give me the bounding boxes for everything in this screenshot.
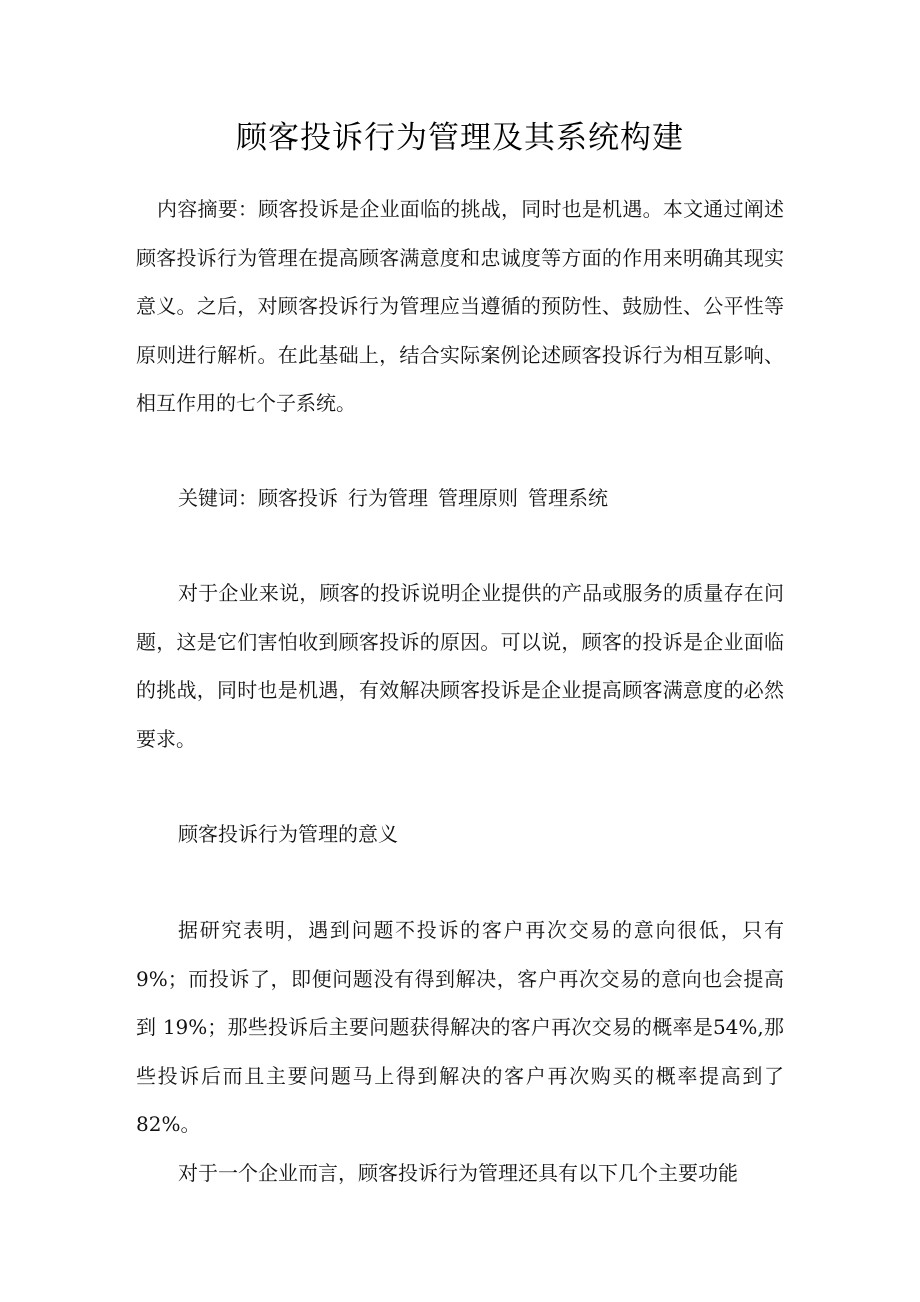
abstract-paragraph: [136, 185, 784, 428]
body-paragraph: 对于一个企业而言，顾客投诉行为管理还具有以下几个主要功能: [178, 1161, 738, 1185]
keyword-item: 行为管理: [348, 486, 428, 510]
abstract-label: 内容摘要：: [157, 197, 259, 221]
body-paragraph: 对于企业来说，顾客的投诉说明企业提供的产品或服务的质量存在问题，这是它们害怕收到顾客投诉的原因。可以说，顾客的投诉是企业面临的挑战，同时也是机遇，有效解决顾客投诉是企业提高顾客满意度的必然要求。: [136, 581, 784, 751]
keywords-line: [136, 474, 784, 523]
keyword-item: 管理原则: [438, 486, 518, 510]
abstract-text: 顾客投诉是企业面临的挑战，同时也是机遇。本文通过阐述顾客投诉行为管理在提高顾客满意度和忠诚度等方面的作用来明确其现实意义。之后，对顾客投诉行为管理应当遵循的预防性、鼓励性、公平性等原则进行解析。在此基础上，结合实际案例论述顾客投诉行为相互影响、相互作用的七个子系统。: [136, 197, 785, 415]
document-title: 顾客投诉行为管理及其系统构建: [236, 120, 684, 156]
section-heading: 顾客投诉行为管理的意义: [178, 822, 398, 846]
keywords-label: 关键词：: [178, 486, 258, 510]
body-paragraph: 据研究表明，遇到问题不投诉的客户再次交易的意向很低，只有9%；而投诉了，即便问题没有得到解决，客户再次交易的意向也会提高到 19%；那些投诉后主要问题获得解决的客户再次交易的概率是54%,那些投诉后而且主要问题马上得到解决的客户再次购买的概率提高到了 82%。: [136, 918, 784, 1136]
keyword-item: 管理系统: [528, 486, 608, 510]
keyword-item: 顾客投诉: [258, 486, 338, 510]
